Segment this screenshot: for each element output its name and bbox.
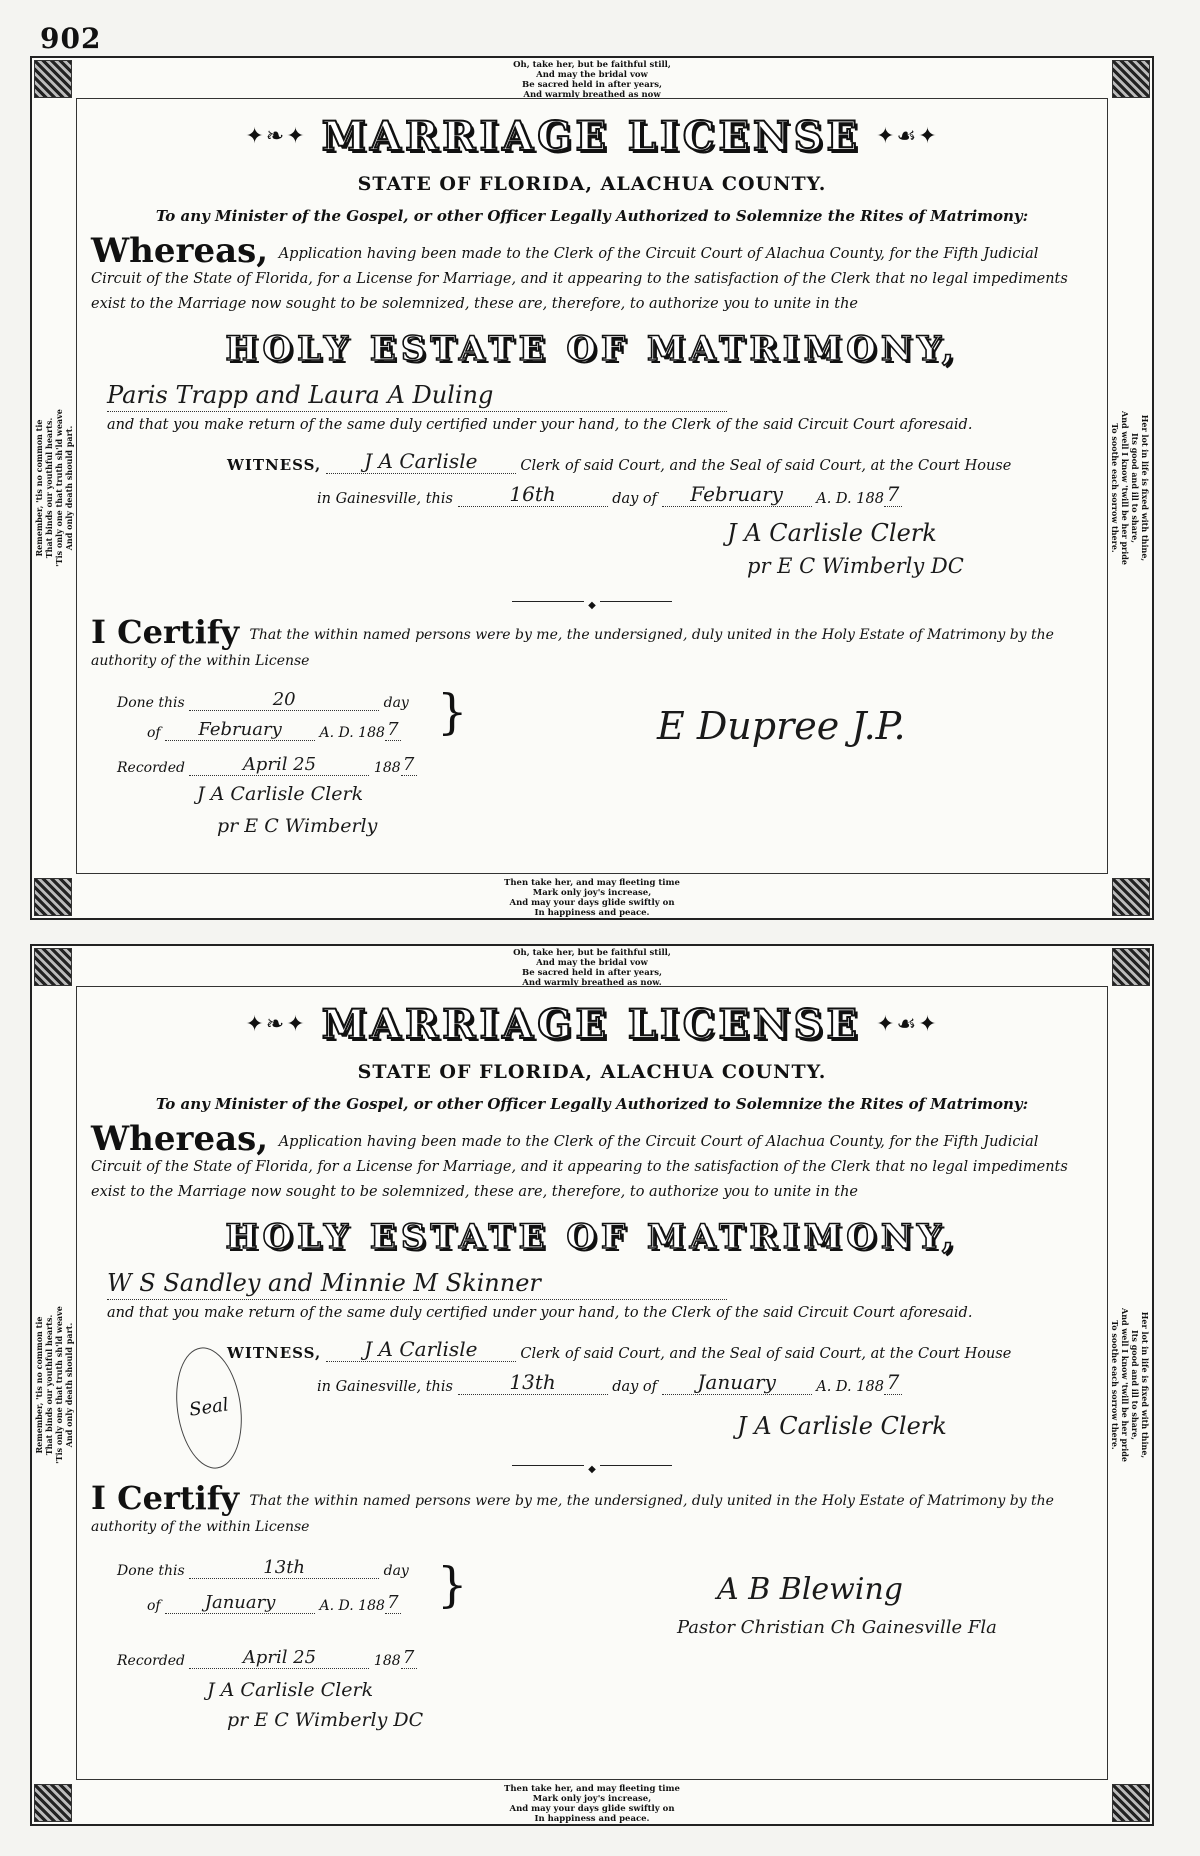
done-year-digit: 7 <box>385 719 401 741</box>
whereas-word: Whereas, <box>91 1119 269 1159</box>
day-label: day <box>383 1563 409 1579</box>
license-body <box>76 986 1108 1780</box>
in-text: in Gainesville, this <box>317 491 453 507</box>
poem-line: In happiness and peace. <box>534 908 650 918</box>
marriage-license-2 <box>30 944 1154 1826</box>
corner-ornament-icon <box>1112 1784 1150 1822</box>
poem-bottom <box>482 1784 702 1824</box>
done-year-digit: 7 <box>385 1592 401 1614</box>
divider-ornament-icon: ◆ <box>584 600 600 611</box>
ad-label: A. D. 188 <box>816 491 884 507</box>
poem-line: Its good and ill to share, <box>1130 1329 1140 1441</box>
poem-line: Mark only joy's increase, <box>532 1794 652 1804</box>
whereas-word: Whereas, <box>91 231 269 271</box>
poem-line: Mark only joy's increase, <box>532 888 652 898</box>
poem-line: Remember, 'tis no common tie <box>34 1316 44 1454</box>
day-of-label: day of <box>612 1379 658 1395</box>
poem-line: Be sacred held in after years, <box>522 80 662 90</box>
in-text: in Gainesville, this <box>317 1379 453 1395</box>
flourish-icon: ✦❧✦ <box>245 1012 307 1037</box>
certify-paragraph <box>91 613 1093 674</box>
court-seal: Seal <box>169 1343 249 1473</box>
done-ad-label: A. D. 188 <box>319 725 385 741</box>
corner-ornament-icon <box>34 878 72 916</box>
poem-line: Her lot in life is fixed with thine, <box>1140 1311 1150 1459</box>
title-row <box>77 113 1107 160</box>
poem-line: Be sacred held in after years, <box>522 968 662 978</box>
recorded-row <box>117 1647 417 1669</box>
holy-estate-heading: HOLY ESTATE OF MATRIMONY, <box>225 329 959 369</box>
issue-year-digit: 7 <box>884 482 902 507</box>
recorded-year-digit: 7 <box>401 754 417 776</box>
poem-line: 'Tis only one that truth sh'ld weave <box>54 1306 64 1464</box>
recorded-year-digit: 7 <box>401 1647 417 1669</box>
poem-line: And well I know 'twill be her pride <box>1120 1308 1130 1462</box>
marriage-license-1 <box>30 56 1154 920</box>
brace-icon: } <box>437 1557 468 1613</box>
recorded-clerk-signature: J A Carlisle Clerk <box>207 1679 374 1701</box>
brace-icon: } <box>437 684 468 740</box>
title-row <box>77 1001 1107 1048</box>
poem-line: 'Tis only one that truth sh'ld weave <box>54 409 64 567</box>
witness-label: WITNESS, <box>227 456 322 474</box>
day-of-label: day of <box>612 491 658 507</box>
whereas-paragraph <box>91 1119 1093 1205</box>
poem-line: In happiness and peace. <box>534 1814 650 1824</box>
poem-line: Her lot in life is fixed with thine, <box>1140 414 1150 562</box>
poem-top <box>482 60 702 100</box>
recorded-deputy-signature: pr E C Wimberly <box>217 815 378 837</box>
of-label: of <box>147 1598 161 1614</box>
deputy-clerk-signature: pr E C Wimberly DC <box>747 554 964 578</box>
license-body <box>76 98 1108 874</box>
side-poem-right <box>1110 411 1150 565</box>
poem-line: And may the bridal vow <box>536 958 648 968</box>
license-title: MARRIAGE LICENSE <box>321 113 861 160</box>
issue-day: 13th <box>458 1370 608 1395</box>
address-line: To any Minister of the Gospel, or other Officer Legally Authorized to Solemnize the Rites of Matrimony: <box>155 207 1029 225</box>
recorded-ad: 188 <box>373 760 401 776</box>
issue-day: 16th <box>458 482 608 507</box>
recorded-ad: 188 <box>373 1653 401 1669</box>
recorded-date: April 25 <box>189 1647 369 1669</box>
divider-ornament-icon: ◆ <box>584 1464 600 1475</box>
certify-text: That the within named persons were by me, the undersigned, duly united in the Holy Estate of Matrimony by the authority of the within License <box>91 627 1054 669</box>
certify-text: That the within named persons were by me, the undersigned, duly united in the Holy Estate of Matrimony by the authority of the within License <box>91 1493 1054 1535</box>
done-label: Done this <box>117 1563 185 1579</box>
certify-word: I Certify <box>91 613 240 651</box>
whereas-text: Application having been made to the Clerk of the Circuit Court of Alachua County, for the Fifth Judicial Circuit of the State of Florida, for a License for Marriage, and it appearing to the satisfaction of the Clerk that no legal impediments exist to the Marriage now sought to be solemnized, these are, therefore, to authorize you to unite in the <box>91 1134 1068 1200</box>
poem-line: And only death should part. <box>64 1322 74 1448</box>
poem-line: Then take her, and may fleeting time <box>504 878 680 888</box>
poem-line: And may the bridal vow <box>536 70 648 80</box>
recorded-label: Recorded <box>117 760 185 776</box>
corner-ornament-icon <box>1112 60 1150 98</box>
witness-row <box>227 1337 1097 1362</box>
poem-line: And warmly breathed as now. <box>522 978 662 988</box>
state-heading: STATE OF FLORIDA, ALACHUA COUNTY. <box>357 173 827 195</box>
officiant-signature: A B Blewing <box>717 1572 903 1607</box>
poem-line: Oh, take her, but be faithful still, <box>513 948 671 958</box>
poem-top <box>482 948 702 988</box>
poem-bottom <box>482 878 702 918</box>
couple-names: W S Sandley and Minnie M Skinner <box>107 1269 727 1300</box>
divider <box>512 1465 672 1485</box>
flourish-icon: ✦❧✦ <box>245 124 307 149</box>
flourish-icon: ✦☙✦ <box>876 124 939 149</box>
done-month-row <box>147 719 401 741</box>
poem-line: To soothe each sorrow there. <box>1110 423 1120 553</box>
poem-line: And warmly breathed as now <box>523 90 661 100</box>
officiant-title: Pastor Christian Ch Gainesville Fla <box>677 1617 997 1638</box>
flourish-icon: ✦☙✦ <box>876 1012 939 1037</box>
poem-line: To soothe each sorrow there. <box>1110 1320 1120 1450</box>
witness-label: WITNESS, <box>227 1344 322 1362</box>
state-heading: STATE OF FLORIDA, ALACHUA COUNTY. <box>357 1061 827 1083</box>
poem-line: Oh, take her, but be faithful still, <box>513 60 671 70</box>
page-number: 902 <box>40 22 102 55</box>
divider <box>512 601 672 621</box>
done-row <box>117 1557 409 1579</box>
done-day: 13th <box>189 1557 379 1579</box>
return-text: and that you make return of the same duly certified under your hand, to the Clerk of the said Circuit Court aforesaid. <box>107 1305 973 1321</box>
side-poem-left <box>34 409 74 567</box>
corner-ornament-icon <box>34 60 72 98</box>
couple-names: Paris Trapp and Laura A Duling <box>107 381 727 412</box>
done-row <box>117 689 409 711</box>
clerk-text: Clerk of said Court, and the Seal of said Court, at the Court House <box>520 458 1012 474</box>
recorded-label: Recorded <box>117 1653 185 1669</box>
corner-ornament-icon <box>1112 878 1150 916</box>
done-month-row <box>147 1592 401 1614</box>
poem-line: Remember, 'tis no common tie <box>34 419 44 557</box>
poem-line: That binds our youthful hearts. <box>44 417 54 559</box>
issue-month: January <box>662 1370 812 1395</box>
of-label: of <box>147 725 161 741</box>
done-month: February <box>165 719 315 741</box>
whereas-paragraph <box>91 231 1093 317</box>
witness-signature: J A Carlisle <box>326 449 516 474</box>
poem-line: Its good and ill to share, <box>1130 432 1140 544</box>
day-label: day <box>383 695 409 711</box>
license-title: MARRIAGE LICENSE <box>321 1001 861 1048</box>
recorded-clerk-signature: J A Carlisle Clerk <box>197 783 364 805</box>
address-line: To any Minister of the Gospel, or other Officer Legally Authorized to Solemnize the Rites of Matrimony: <box>155 1095 1029 1113</box>
issue-year-digit: 7 <box>884 1370 902 1395</box>
whereas-text: Application having been made to the Clerk of the Circuit Court of Alachua County, for the Fifth Judicial Circuit of the State of Florida, for a License for Marriage, and it appearing to the satisfaction of the Clerk that no legal impediments exist to the Marriage now sought to be solemnized, these are, therefore, to authorize you to unite in the <box>91 246 1068 312</box>
witness-row <box>227 449 1097 474</box>
return-text: and that you make return of the same duly certified under your hand, to the Clerk of the said Circuit Court aforesaid. <box>107 417 973 433</box>
done-ad-label: A. D. 188 <box>319 1598 385 1614</box>
corner-ornament-icon <box>34 1784 72 1822</box>
certify-paragraph <box>91 1479 1093 1540</box>
officiant-signature: E Dupree J.P. <box>657 704 906 748</box>
date-row <box>317 482 1097 507</box>
issue-month: February <box>662 482 812 507</box>
poem-line: That binds our youthful hearts. <box>44 1314 54 1456</box>
poem-line: And may your days glide swiftly on <box>509 898 675 908</box>
clerk-signature: J A Carlisle Clerk <box>737 1412 947 1440</box>
side-poem-left <box>34 1306 74 1464</box>
ad-label: A. D. 188 <box>816 1379 884 1395</box>
done-month: January <box>165 1592 315 1614</box>
witness-signature: J A Carlisle <box>326 1337 516 1362</box>
poem-line: And may your days glide swiftly on <box>509 1804 675 1814</box>
clerk-signature: J A Carlisle Clerk <box>727 519 937 547</box>
holy-estate-heading: HOLY ESTATE OF MATRIMONY, <box>225 1217 959 1257</box>
recorded-row <box>117 754 417 776</box>
recorded-deputy-signature: pr E C Wimberly DC <box>227 1709 424 1731</box>
poem-line: Then take her, and may fleeting time <box>504 1784 680 1794</box>
side-poem-right <box>1110 1308 1150 1462</box>
clerk-text: Clerk of said Court, and the Seal of said Court, at the Court House <box>520 1346 1012 1362</box>
date-row <box>317 1370 1097 1395</box>
done-day: 20 <box>189 689 379 711</box>
poem-line: And only death should part. <box>64 425 74 551</box>
recorded-date: April 25 <box>189 754 369 776</box>
poem-line: And well I know 'twill be her pride <box>1120 411 1130 565</box>
corner-ornament-icon <box>1112 948 1150 986</box>
certify-word: I Certify <box>91 1479 240 1517</box>
done-label: Done this <box>117 695 185 711</box>
corner-ornament-icon <box>34 948 72 986</box>
